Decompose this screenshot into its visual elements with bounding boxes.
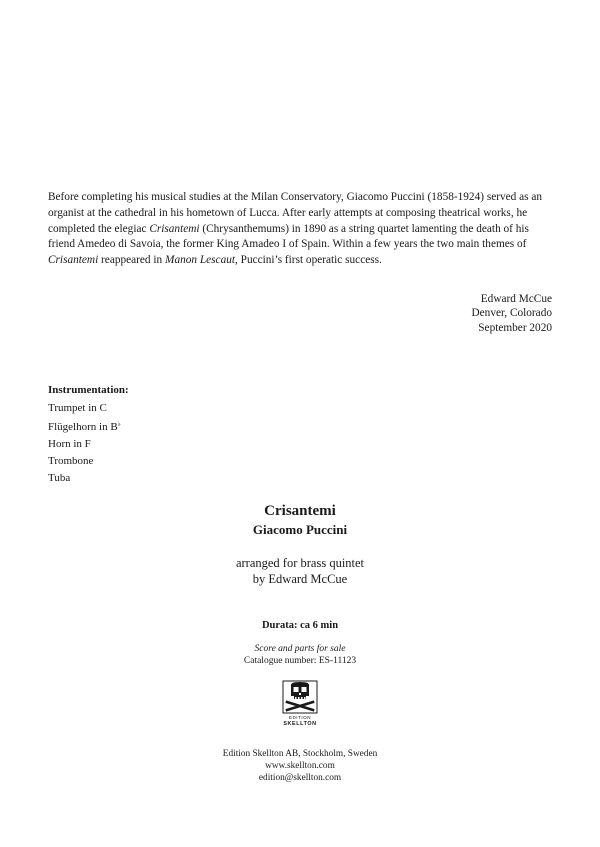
arranger-line: by Edward McCue [252,572,348,586]
intro-text-1: Before completing his musical studies at the Milan Conservatory, Giacomo Puccini (1858-1924) served as an organist at the cathedral in his hometown of Lucca. After early attempts at composing theatrical works, he completed the elegiac [48,191,543,235]
publisher-address: Edition Skellton AB, Stockholm, Sweden [222,749,378,759]
logo-skellton-text: SKELLTON [283,721,317,727]
signature-date: September 2020 [478,321,552,334]
signature-place: Denver, Colorado [471,307,552,320]
catalogue-number: Catalogue number: ES-11123 [243,656,357,666]
signature-name: Edward McCue [480,293,552,305]
instrument-item: Trumpet in C [48,401,107,414]
flat-sign: ♭ [117,420,121,429]
intro-text-4: , Puccini’s first operatic success. [235,254,382,267]
intro-paragraph [48,190,554,269]
intro-text-3: reappeared in [98,254,166,267]
instrument-item: Horn in F [48,438,91,451]
publisher-email-link[interactable]: edition@skellton.com [258,773,342,783]
instrumentation-heading: Instrumentation: [48,384,129,396]
publisher-website-link[interactable]: www.skellton.com [265,761,335,771]
instrument-item: Tuba [48,471,71,484]
signature-block [352,292,552,335]
instrument-item-label: Flügelhorn in B [48,421,118,434]
instrumentation-list [48,382,308,486]
instrument-item [48,416,308,436]
arrangement-line: arranged for brass quintet [235,556,365,570]
duration: Durata: ca 6 min [261,620,339,631]
intro-opera-title: Manon Lescaut [165,254,236,267]
instrument-item: Trombone [48,454,94,467]
sale-note: Score and parts for sale [254,644,346,654]
logo-edition-text: EDITION [288,715,312,720]
intro-work-title-2: Crisantemi [48,254,99,267]
intro-work-title-1: Crisantemi [149,222,200,235]
intro-text-2: (Chrysanthemums) in 1890 as a string quartet lamenting the death of his friend Amedeo di Savoia, the former King Amadeo I of Spain. Within a few years the two main themes of [48,222,529,251]
work-title: Crisantemi [264,503,336,519]
composer-name: Giacomo Puccini [252,522,348,537]
